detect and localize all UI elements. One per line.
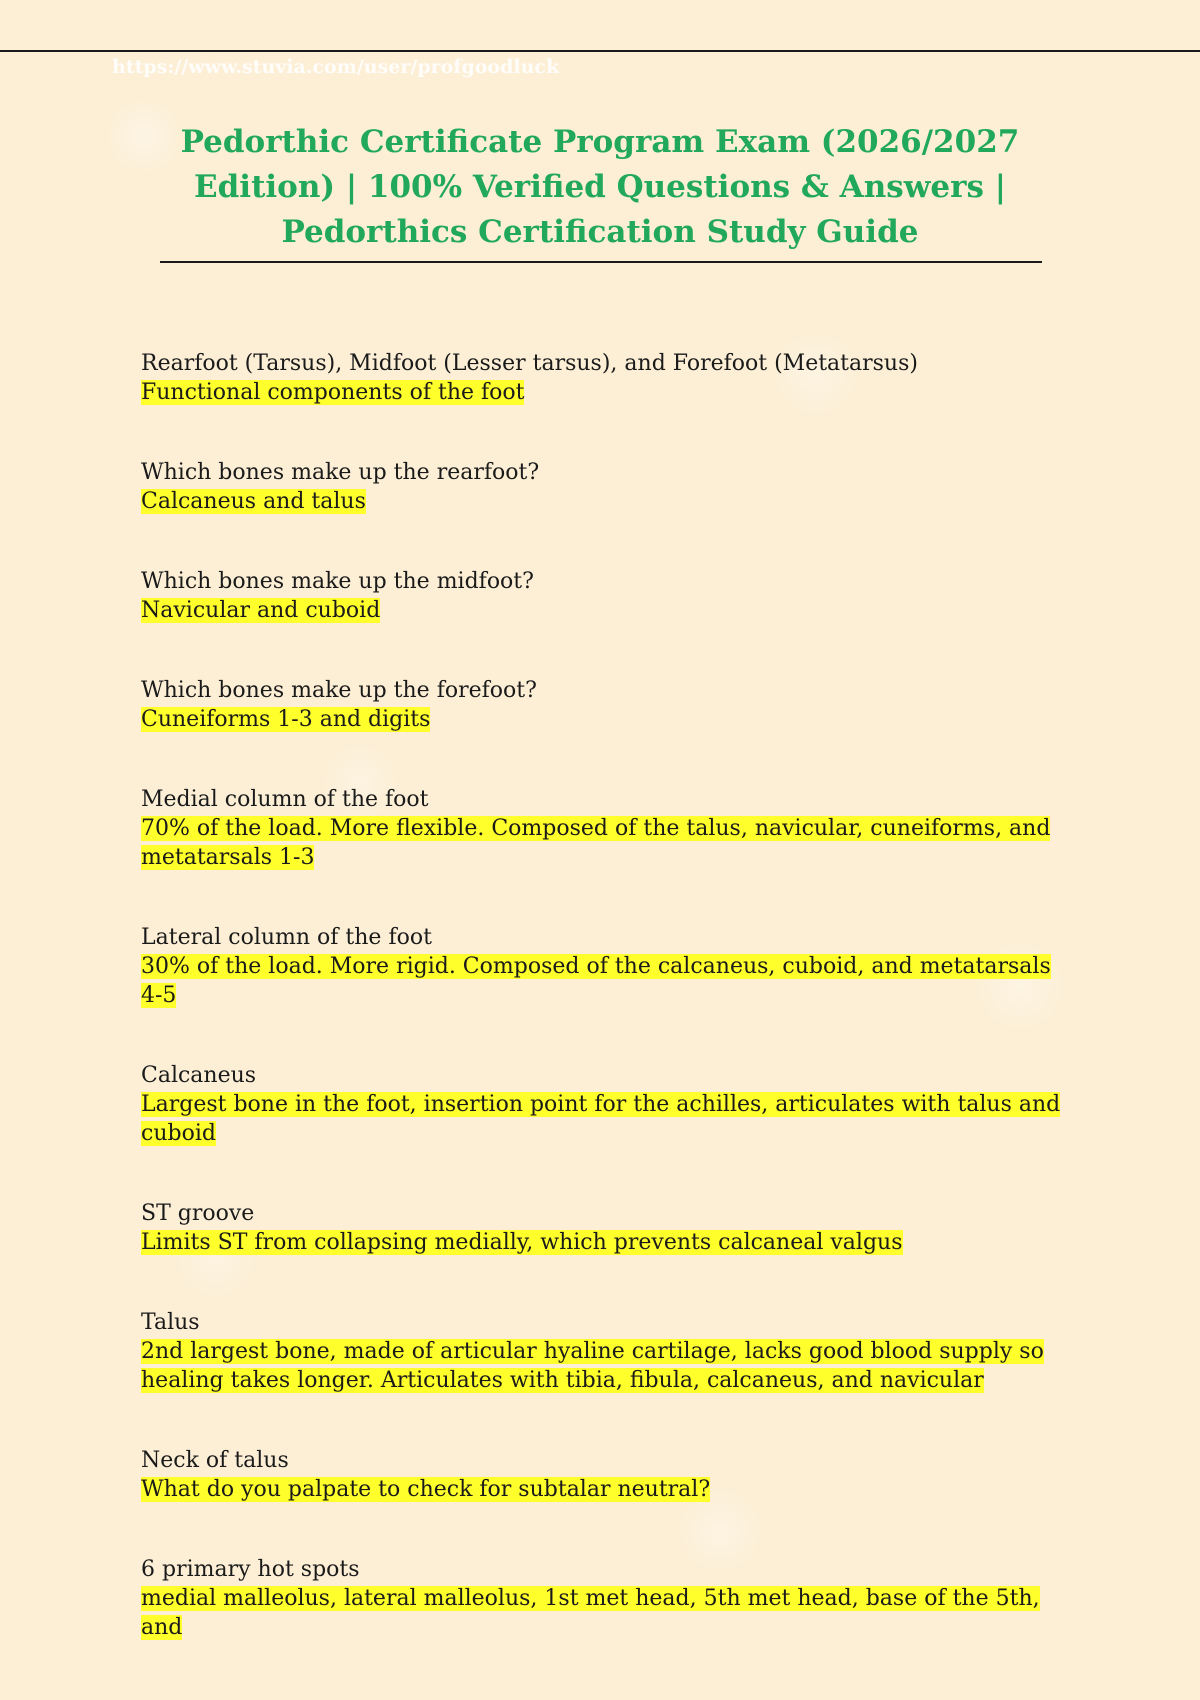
qa-item [141,1199,1071,1257]
answer-highlight: Functional components of the foot [141,380,525,405]
qa-item [141,1446,1071,1504]
qa-item [141,1308,1071,1395]
qa-item [141,785,1071,872]
qa-item [141,1555,1071,1642]
watermark-url: https://www.stuvia.com/user/profgoodluck [112,56,560,78]
question-text: Which bones make up the midfoot? [141,569,534,594]
qa-item [141,349,1071,407]
answer-highlight: What do you palpate to check for subtalar neutral? [141,1477,711,1502]
question-text: Calcaneus [141,1063,257,1088]
answer-highlight: Calcaneus and talus [141,489,366,514]
question-text: Which bones make up the forefoot? [141,678,537,703]
question-text: Which bones make up the rearfoot? [141,460,540,485]
question-text: Talus [141,1310,200,1335]
answer-highlight: Largest bone in the foot, insertion point for the achilles, articulates with talus and cuboid [141,1092,1061,1146]
question-text: 6 primary hot spots [141,1557,360,1582]
answer-highlight: medial malleolus, lateral malleolus, 1st met head, 5th met head, base of the 5th, and [141,1586,1040,1640]
answer-highlight: 2nd largest bone, made of articular hyaline cartilage, lacks good blood supply so healing takes longer. Articulates with tibia, fibula, calcaneus, and navicular [141,1339,1044,1393]
qa-item [141,567,1071,625]
answer-text [141,705,1071,734]
answer-text [141,378,1071,407]
qa-item [141,458,1071,516]
question-text: ST groove [141,1201,255,1226]
answer-highlight: Cuneiforms 1-3 and digits [141,707,431,732]
answer-text [141,1090,1071,1148]
qa-item [141,1061,1071,1148]
answer-text [141,814,1071,872]
header-rule [0,50,1200,52]
question-text: Lateral column of the foot [141,925,432,950]
answer-text [141,1475,1071,1504]
answer-highlight: 30% of the load. More rigid. Composed of the calcaneus, cuboid, and metatarsals 4-5 [141,954,1051,1008]
document-title: Pedorthic Certificate Program Exam (2026/2027 Edition) | 100% Verified Questions & Answers | Pedorthics Certification Study Guide [180,124,1020,250]
question-text: Rearfoot (Tarsus), Midfoot (Lesser tarsus), and Forefoot (Metatarsus) [141,351,918,376]
answer-text [141,952,1071,1010]
answer-text [141,1337,1071,1395]
question-text: Neck of talus [141,1448,289,1473]
answer-text [141,1228,1071,1257]
title-underline [160,261,1042,263]
question-text: Medial column of the foot [141,787,429,812]
answer-highlight: Limits ST from collapsing medially, which prevents calcaneal valgus [141,1230,903,1255]
answer-text [141,596,1071,625]
answer-text [141,1584,1071,1642]
answer-text [141,487,1071,516]
answer-highlight: Navicular and cuboid [141,598,381,623]
qa-item [141,923,1071,1010]
qa-item [141,676,1071,734]
answer-highlight: 70% of the load. More flexible. Composed of the talus, navicular, cuneiforms, and metatarsals 1-3 [141,816,1051,870]
qa-list [141,349,1071,1693]
